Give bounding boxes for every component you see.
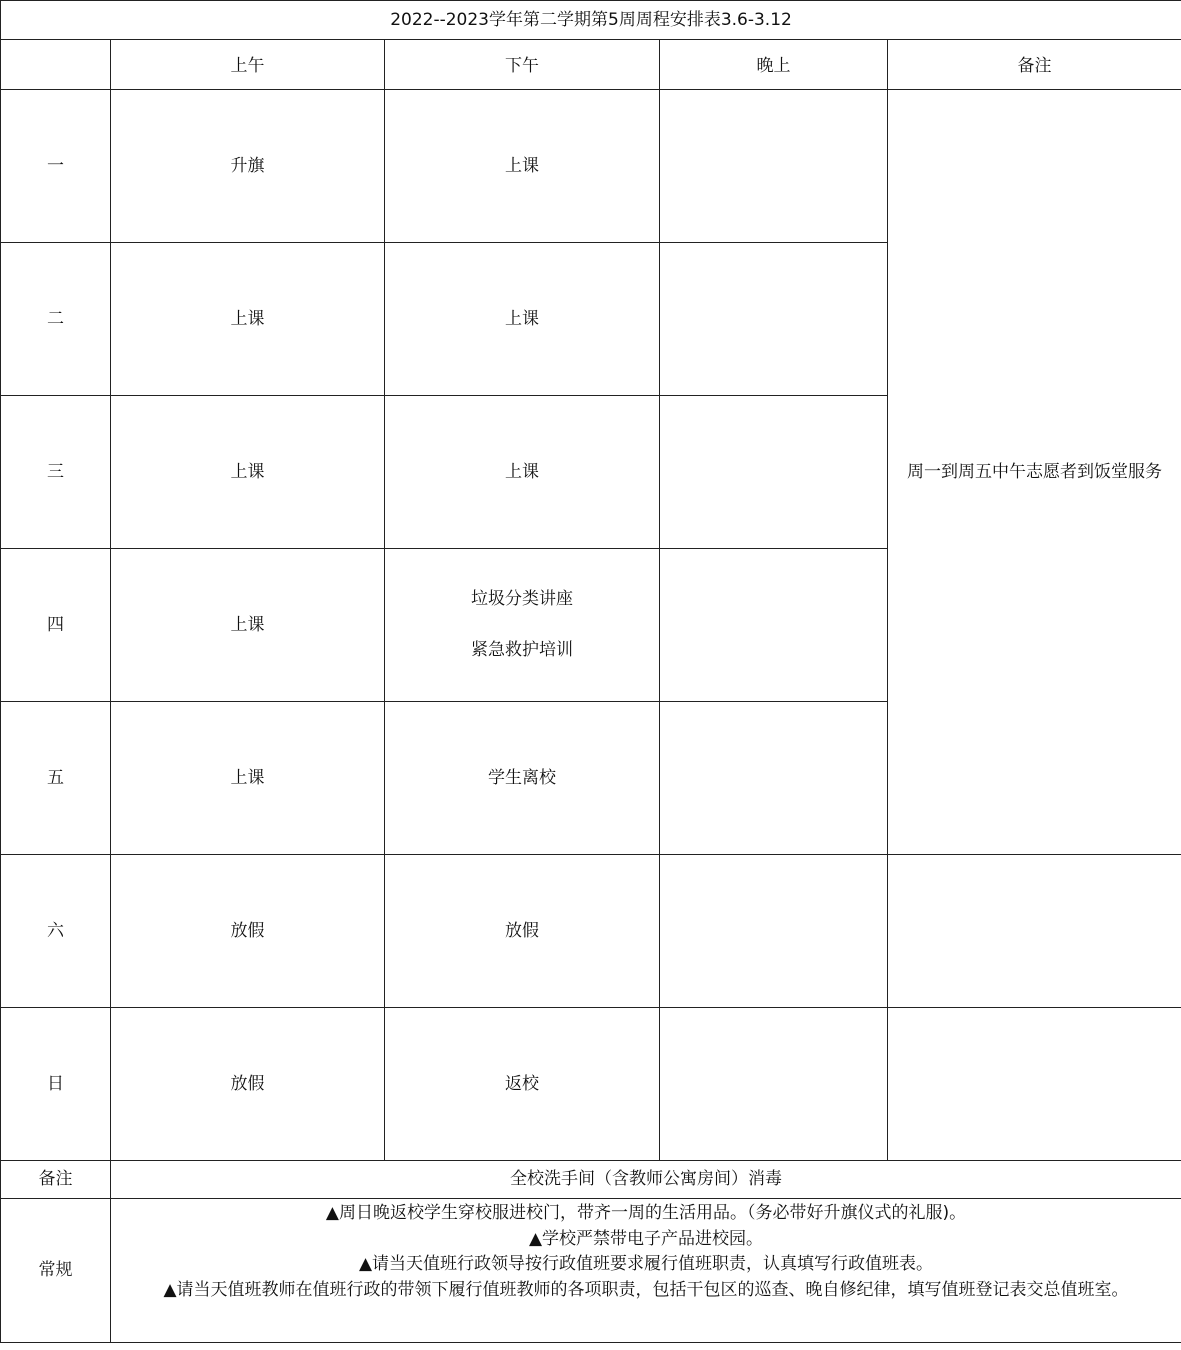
weekday-remark-cell: 周一到周五中午志愿者到饭堂服务 [888,90,1181,855]
day-label: 六 [1,855,111,1008]
day-label: 五 [1,702,111,855]
header-morning: 上午 [111,40,385,90]
routine-line: ▲请当天值班教师在值班行政的带领下履行值班教师的各项职责，包括干包区的巡查、晚自修纪律，填写值班登记表交总值班室。 [163,1279,1129,1300]
table-title: 2022--2023学年第二学期第5周周程安排表3.6-3.12 [1,1,1181,40]
remark-cell [888,855,1181,1008]
notes-row [1,1161,1181,1199]
header-blank [1,40,111,90]
evening-cell [660,243,888,396]
table-row [1,90,1181,243]
day-label: 三 [1,396,111,549]
day-label: 一 [1,90,111,243]
header-afternoon: 下午 [385,40,660,90]
header-row [1,40,1181,90]
day-label: 四 [1,549,111,702]
routine-row [1,1199,1181,1343]
day-label: 二 [1,243,111,396]
morning-cell: 放假 [111,1008,385,1161]
remark-cell [888,1008,1181,1161]
afternoon-item: 紧急救护培训 [471,640,573,660]
routine-text [111,1199,1181,1343]
header-remarks: 备注 [888,40,1181,90]
afternoon-cell: 上课 [385,243,660,396]
morning-cell: 放假 [111,855,385,1008]
notes-text: 全校洗手间（含教师公寓房间）消毒 [111,1161,1181,1199]
afternoon-cell: 上课 [385,396,660,549]
afternoon-cell: 学生离校 [385,702,660,855]
header-evening: 晚上 [660,40,888,90]
afternoon-cell: 放假 [385,855,660,1008]
routine-line: ▲请当天值班行政领导按行政值班要求履行值班职责，认真填写行政值班表。 [358,1254,934,1274]
morning-cell: 上课 [111,243,385,396]
notes-label: 备注 [1,1161,111,1199]
routine-line: ▲学校严禁带电子产品进校园。 [528,1228,764,1249]
routine-label: 常规 [1,1199,111,1343]
evening-cell [660,702,888,855]
afternoon-cell: 返校 [385,1008,660,1161]
evening-cell [660,1008,888,1161]
morning-cell: 上课 [111,396,385,549]
routine-line: ▲周日晚返校学生穿校服进校门，带齐一周的生活用品。（务必带好升旗仪式的礼服)。 [325,1203,967,1223]
morning-cell: 上课 [111,549,385,702]
evening-cell [660,90,888,243]
title-row [1,1,1181,40]
afternoon-cell [385,549,660,702]
afternoon-item: 垃圾分类讲座 [471,589,573,609]
table-row [1,1008,1181,1161]
day-label: 日 [1,1008,111,1161]
morning-cell: 上课 [111,702,385,855]
evening-cell [660,396,888,549]
afternoon-cell: 上课 [385,90,660,243]
evening-cell [660,855,888,1008]
table-row [1,855,1181,1008]
morning-cell: 升旗 [111,90,385,243]
evening-cell [660,549,888,702]
